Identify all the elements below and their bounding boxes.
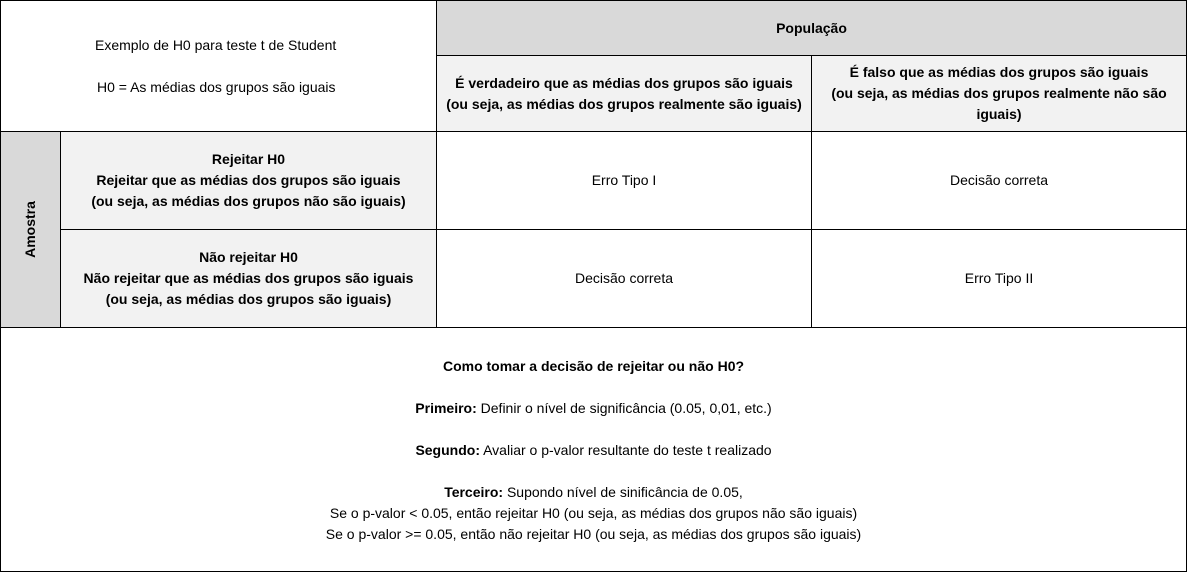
third-label: Terceiro: <box>444 484 504 500</box>
not-reject-h0-header <box>60 229 437 328</box>
cell-correct-decision-reject <box>811 131 1187 230</box>
reject-line2: (ou seja, as médias dos grupos não são iguais) <box>91 193 406 209</box>
reject-line1: Rejeitar que as médias dos grupos são iguais <box>96 172 401 188</box>
cell-reject-false-text: Decisão correta <box>949 172 1049 188</box>
sample-header <box>0 131 61 328</box>
population-true-header <box>436 55 812 132</box>
reject-title: Rejeitar H0 <box>211 151 286 167</box>
population-false-line1: É falso que as médias dos grupos são iguais <box>849 64 1149 80</box>
population-true-line2: (ou seja, as médias dos grupos realmente são iguais) <box>446 95 802 112</box>
third-rule-reject: Se o p-valor < 0.05, então rejeitar H0 (ou seja, as médias dos grupos não são iguais) <box>329 505 858 521</box>
second-text: Avaliar o p-valor resultante do teste t realizado <box>479 442 772 458</box>
cell-type-i-error <box>436 131 812 230</box>
second-label: Segundo: <box>415 442 480 458</box>
decision-step-third <box>1 482 1186 503</box>
population-label: População <box>776 19 847 36</box>
population-false-header <box>811 55 1187 132</box>
not-reject-title: Não rejeitar H0 <box>199 249 298 265</box>
cell-reject-true-text: Erro Tipo I <box>591 172 657 188</box>
first-label: Primeiro: <box>415 400 477 416</box>
cell-type-ii-error <box>811 229 1187 328</box>
third-text: Supondo nível de sinificância de 0.05, <box>503 484 743 500</box>
reject-h0-header <box>60 131 437 230</box>
not-reject-line2: (ou seja, as médias dos grupos são iguais) <box>105 291 392 307</box>
cell-notreject-false-text: Erro Tipo II <box>964 270 1034 286</box>
cell-correct-decision-not-reject <box>436 229 812 328</box>
cell-notreject-true-text: Decisão correta <box>574 270 674 286</box>
example-h0: H0 = As médias dos grupos são iguais <box>97 79 336 95</box>
example-title: Exemplo de H0 para teste t de Student <box>95 37 337 53</box>
decision-guide <box>0 327 1187 572</box>
decision-step-second <box>1 440 1186 461</box>
population-header <box>436 0 1187 56</box>
population-false-line2: (ou seja, as médias dos grupos realmente não são iguais) <box>831 85 1167 122</box>
example-cell <box>0 0 437 132</box>
third-rule-not-reject: Se o p-valor >= 0.05, então não rejeitar H0 (ou seja, as médias dos grupos são iguais) <box>325 526 862 542</box>
decision-heading: Como tomar a decisão de rejeitar ou não H0? <box>442 358 745 374</box>
population-true-line1: É verdadeiro que as médias dos grupos são iguais <box>455 74 793 91</box>
sample-label: Amostra <box>21 201 38 258</box>
first-text: Definir o nível de significância (0.05, 0,01, etc.) <box>476 400 772 416</box>
not-reject-line1: Não rejeitar que as médias dos grupos são iguais <box>83 270 414 286</box>
decision-step-first <box>1 398 1186 419</box>
